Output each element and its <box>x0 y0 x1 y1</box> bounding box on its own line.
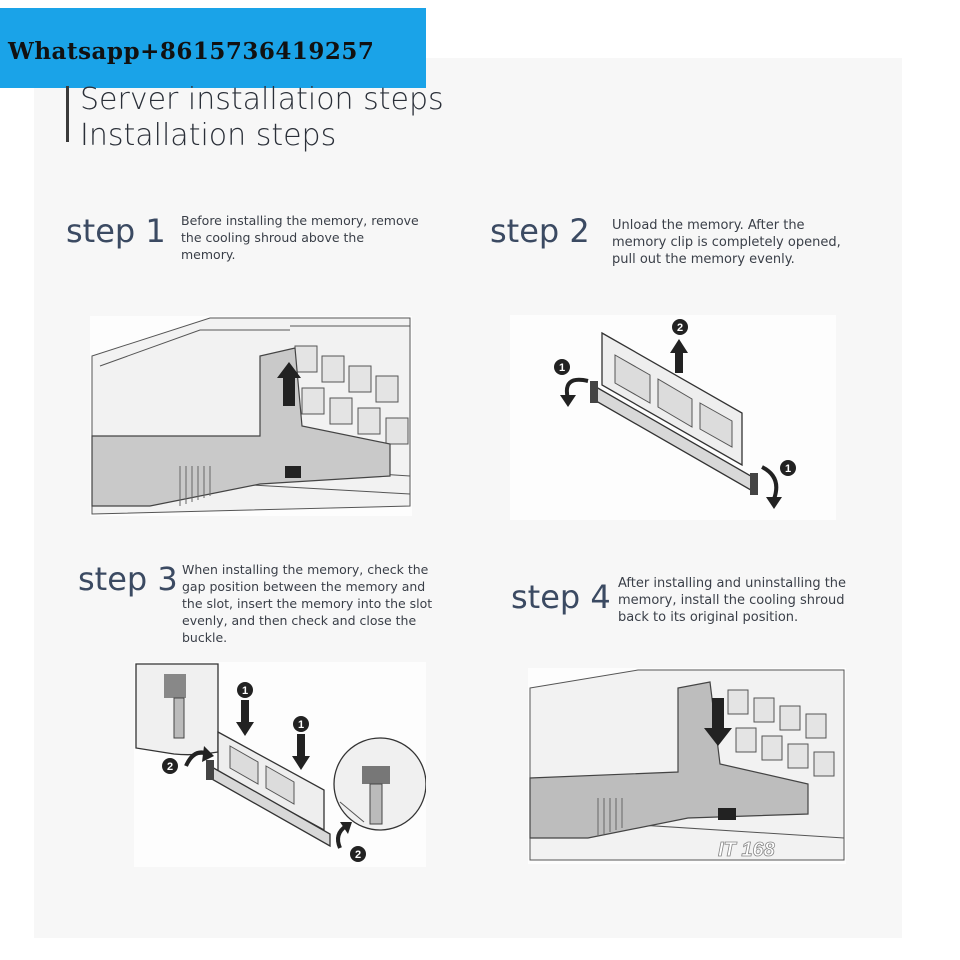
arrow-up-icon <box>670 339 688 373</box>
step-2-label: step 2 <box>490 212 590 250</box>
zoom-detail-left <box>136 664 218 755</box>
numbered-callout-icon <box>162 758 178 774</box>
page-title: Server installation steps <box>80 82 444 117</box>
numbered-callout-icon <box>237 682 253 698</box>
svg-text:2: 2 <box>676 322 684 334</box>
step-1-label: step 1 <box>66 212 166 250</box>
numbered-callout-icon <box>293 716 309 732</box>
numbered-callout-icon <box>554 359 570 375</box>
step-4-label: step 4 <box>511 578 611 616</box>
step-3-label: step 3 <box>78 560 178 598</box>
step-2-description: Unload the memory. After the memory clip is completely opened, pull out the memory evenly. <box>612 218 841 267</box>
svg-text:1: 1 <box>297 719 305 731</box>
svg-text:1: 1 <box>241 685 249 697</box>
svg-text:1: 1 <box>558 362 566 374</box>
step-1-illustration <box>90 316 412 516</box>
contact-banner <box>0 8 426 88</box>
zoom-detail-right <box>334 738 426 830</box>
curved-arrow-icon <box>560 380 588 407</box>
step-3-description: When installing the memory, check the gap position between the memory and the slot, insert the memory into the slot evenly, and then check and close the buckle. <box>182 562 433 645</box>
watermark: IT 168 <box>718 839 775 861</box>
contact-text: Whatsapp+8615736419257 <box>8 38 375 65</box>
svg-text:2: 2 <box>354 849 362 861</box>
step-1-description: Before installing the memory, remove the cooling shroud above the memory. <box>181 213 419 262</box>
title-accent-bar <box>66 86 69 142</box>
numbered-callout-icon <box>672 319 688 335</box>
arrow-down-icon <box>236 700 254 736</box>
step-2-illustration <box>510 315 836 520</box>
step-4-illustration <box>528 668 846 864</box>
svg-text:1: 1 <box>784 463 792 475</box>
step-4-description: After installing and uninstalling the memory, install the cooling shroud back to its original position. <box>618 576 847 625</box>
curved-arrow-icon <box>762 467 782 509</box>
svg-text:2: 2 <box>166 761 174 773</box>
arrow-down-icon <box>292 734 310 770</box>
curved-arrow-icon <box>338 822 352 848</box>
page-subtitle: Installation steps <box>80 118 337 153</box>
numbered-callout-icon <box>350 846 366 862</box>
numbered-callout-icon <box>780 460 796 476</box>
step-3-illustration <box>134 662 426 867</box>
